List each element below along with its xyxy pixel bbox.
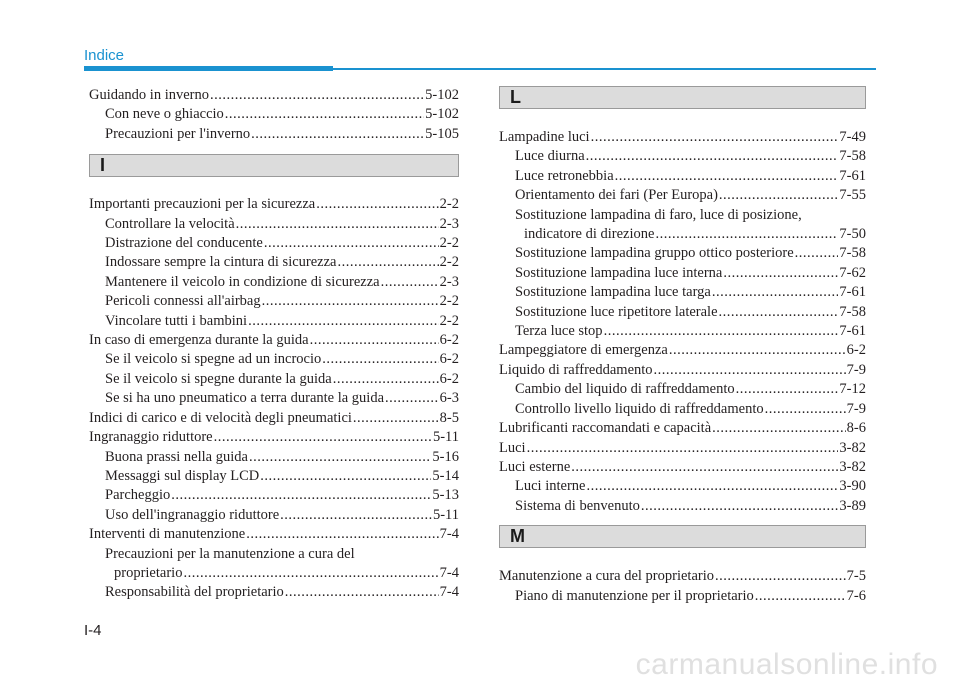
index-entry-page: 5-105 (425, 125, 459, 142)
dot-leader (260, 467, 431, 486)
dot-leader (586, 147, 839, 166)
index-entry-text: Se il veicolo si spegne durante la guida (105, 370, 332, 387)
index-entry-text: Responsabilità del proprietario (105, 584, 284, 601)
dot-leader (586, 477, 838, 496)
dot-leader (615, 167, 839, 186)
index-entry[interactable] (499, 128, 866, 147)
index-entry-text: Parcheggio (105, 487, 171, 504)
index-entry[interactable] (499, 587, 866, 606)
dot-leader (381, 273, 439, 292)
index-entry[interactable] (89, 389, 459, 408)
index-entry-page: 3-82 (839, 439, 866, 456)
dot-leader (214, 428, 432, 447)
page-header-title: Indice (84, 47, 125, 64)
index-entry-text: Sostituzione luce ripetitore laterale (515, 303, 718, 320)
index-entry[interactable] (89, 350, 459, 369)
dot-leader (251, 125, 424, 144)
section-letter-m: M (499, 525, 866, 548)
dot-leader (654, 361, 846, 380)
index-entry-text: Sostituzione lampadina gruppo ottico posteriore (515, 245, 794, 262)
index-entry-page: 7-9 (846, 400, 866, 417)
index-entry-text: Cambio del liquido di raffreddamento (515, 381, 735, 398)
dot-leader (719, 303, 839, 322)
index-entry-page: 7-6 (846, 587, 866, 604)
index-entry-page: 5-11 (432, 429, 459, 446)
dot-leader (755, 587, 846, 606)
index-entry-page: 5-16 (432, 448, 459, 465)
index-entry-page: 8-6 (846, 420, 866, 437)
index-entry-text: Manutenzione a cura del proprietario (499, 568, 714, 585)
index-entry-page: 6-2 (846, 342, 866, 359)
index-entry[interactable] (499, 186, 866, 205)
index-entry-page: 2-3 (439, 273, 459, 290)
dot-leader (736, 380, 839, 399)
index-entry-page: 2-2 (439, 312, 459, 329)
index-entry-page: 7-61 (839, 284, 866, 301)
index-entry-text: Interventi di manutenzione (89, 526, 246, 543)
section-letter-l: L (499, 86, 866, 109)
index-entry[interactable] (499, 439, 866, 458)
index-entry[interactable] (499, 361, 866, 380)
index-entry[interactable] (499, 167, 866, 186)
index-entry[interactable] (499, 264, 866, 283)
index-entry-wrapped-first-line[interactable]: Precauzioni per la manutenzione a cura del (105, 545, 355, 562)
dot-leader (236, 215, 439, 234)
index-entry-text: Controllo livello liquido di raffreddamento (515, 400, 764, 417)
index-entry-text: Se il veicolo si spegne ad un incrocio (105, 351, 322, 368)
index-entry-page: 5-11 (432, 506, 459, 523)
dot-leader (262, 292, 439, 311)
index-entry-page: 6-2 (439, 332, 459, 349)
index-entry[interactable] (89, 467, 459, 486)
page-number: I-4 (84, 622, 102, 639)
index-entry-page: 2-2 (439, 293, 459, 310)
index-entry-text: In caso di emergenza durante la guida (89, 332, 309, 349)
index-entry[interactable] (89, 105, 459, 124)
index-column-right (499, 86, 866, 606)
index-entry-page: 6-2 (439, 370, 459, 387)
index-entry-text: Lampeggiatore di emergenza (499, 342, 668, 359)
dot-leader (795, 244, 839, 263)
dot-leader (249, 448, 431, 467)
index-entry-page: 7-5 (846, 568, 866, 585)
dot-leader (171, 486, 431, 505)
section-letter-i: I (89, 154, 459, 177)
index-entry-text: Sostituzione lampadina luce targa (515, 284, 711, 301)
index-entry-text: Con neve o ghiaccio (105, 106, 224, 123)
index-entry-page: 2-2 (439, 196, 459, 213)
index-entry-text: Se si ha uno pneumatico a terra durante la guida (105, 390, 385, 407)
index-entry-page: 2-3 (439, 215, 459, 232)
header-accent-bar (84, 66, 333, 71)
dot-leader (338, 253, 439, 272)
index-entry-page: 7-58 (839, 303, 866, 320)
dot-leader (280, 506, 432, 525)
index-group-l-b (499, 244, 866, 516)
index-entry-page: 5-13 (432, 487, 459, 504)
index-entry-page: 7-61 (839, 323, 866, 340)
index-entry-text: Messaggi sul display LCD (105, 467, 260, 484)
index-entry[interactable] (89, 234, 459, 253)
index-entry-page: 3-90 (839, 478, 866, 495)
index-entry-page: 7-4 (439, 526, 459, 543)
index-entry-text: Pericoli connessi all'airbag (105, 293, 261, 310)
index-entry-page: 8-5 (439, 409, 459, 426)
index-entry-page: 7-58 (839, 245, 866, 262)
dot-leader (715, 567, 846, 586)
dot-leader (591, 128, 839, 147)
index-entry-page: 3-89 (839, 497, 866, 514)
index-entry-page: 7-12 (839, 381, 866, 398)
index-entry[interactable] (89, 195, 459, 214)
index-entry-text: Sistema di benvenuto (515, 497, 640, 514)
index-entry[interactable] (89, 86, 459, 105)
index-entry-page: 7-62 (839, 264, 866, 281)
index-entry[interactable] (499, 322, 866, 341)
dot-leader (655, 225, 838, 244)
index-entry[interactable] (89, 409, 459, 428)
index-entry-text: Mantenere il veicolo in condizione di sicurezza (105, 273, 380, 290)
index-entry-text: Importanti precauzioni per la sicurezza (89, 196, 316, 213)
dot-leader (246, 525, 438, 544)
index-group-m (499, 567, 866, 606)
index-entry[interactable] (89, 506, 459, 525)
index-entry-page: 3-82 (839, 458, 866, 475)
dot-leader (310, 331, 439, 350)
dot-leader (712, 419, 846, 438)
site-watermark: carmanualsonline.info (635, 648, 938, 681)
index-entry-wrapped-continuation[interactable] (499, 225, 866, 244)
dot-leader (248, 312, 439, 331)
dot-leader (604, 322, 839, 341)
dot-leader (333, 370, 439, 389)
index-entry[interactable] (499, 303, 866, 322)
index-group-i (89, 195, 459, 544)
index-entry-page: 7-61 (839, 167, 866, 184)
index-entry-page: 2-2 (439, 254, 459, 271)
index-entry-text: Indici di carico e di velocità degli pneumatici (89, 409, 352, 426)
dot-leader (723, 264, 838, 283)
dot-leader (765, 400, 846, 419)
index-entry-wrapped-continuation[interactable] (89, 564, 459, 583)
index-entry-text: Liquido di raffreddamento (499, 361, 653, 378)
index-entry-page: 5-102 (425, 106, 459, 123)
index-entry-page: 6-2 (439, 351, 459, 368)
dot-leader (712, 283, 839, 302)
index-entry[interactable] (499, 567, 866, 586)
index-entry[interactable] (499, 497, 866, 516)
index-entry[interactable] (499, 380, 866, 399)
dot-leader (669, 341, 846, 360)
dot-leader (225, 105, 424, 124)
index-entry-page: 7-50 (839, 226, 866, 243)
header-rule (333, 68, 876, 70)
index-entry[interactable] (89, 273, 459, 292)
dot-leader (353, 409, 439, 428)
index-entry-text: Controllare la velocità (105, 215, 235, 232)
index-entry[interactable] (499, 458, 866, 477)
index-group-top (89, 86, 459, 144)
index-entry-text: Precauzioni per l'inverno (105, 125, 251, 142)
index-entry-text: Buona prassi nella guida (105, 448, 248, 465)
index-entry-text: Lubrificanti raccomandati e capacità (499, 420, 712, 437)
index-entry[interactable] (89, 125, 459, 144)
index-entry[interactable] (89, 253, 459, 272)
index-entry-text: Indossare sempre la cintura di sicurezza (105, 254, 337, 271)
index-entry-page: 2-2 (439, 235, 459, 252)
index-entry-text: Uso dell'ingranaggio riduttore (105, 506, 280, 523)
index-entry-text: Lampadine luci (499, 129, 590, 145)
index-entry[interactable] (499, 419, 866, 438)
index-entry[interactable] (499, 341, 866, 360)
index-entry-wrapped-first-line[interactable]: Sostituzione lampadina di faro, luce di posizione, (515, 206, 802, 223)
dot-leader (210, 86, 424, 105)
index-entry-text: Ingranaggio riduttore (89, 429, 213, 446)
dot-leader (571, 458, 838, 477)
index-entry-text: Luce retronebbia (515, 167, 614, 184)
dot-leader (285, 583, 439, 602)
dot-leader (183, 564, 438, 583)
index-column-left (89, 86, 459, 603)
dot-leader (527, 439, 839, 458)
index-entry[interactable] (89, 428, 459, 447)
index-entry-text: Distrazione del conducente (105, 235, 263, 252)
dot-leader (641, 497, 839, 516)
dot-leader (322, 350, 438, 369)
index-entry-text: Luce diurna (515, 148, 585, 165)
dot-leader (264, 234, 439, 253)
index-entry[interactable] (89, 331, 459, 350)
index-entry-text: indicatore di direzione (524, 226, 655, 243)
index-entry-text: Sostituzione lampadina luce interna (515, 264, 723, 281)
index-entry-page: 7-49 (839, 129, 866, 145)
index-entry-text: Luci esterne (499, 458, 571, 475)
index-entry-page: 5-102 (425, 87, 459, 103)
index-entry-page: 7-9 (846, 361, 866, 378)
index-entry[interactable] (89, 370, 459, 389)
index-entry[interactable] (89, 583, 459, 602)
index-entry[interactable] (499, 244, 866, 263)
index-entry[interactable] (499, 283, 866, 302)
index-entry-text: proprietario (114, 564, 183, 581)
index-entry-text: Terza luce stop (515, 323, 603, 340)
index-entry-text: Guidando in inverno (89, 87, 210, 103)
index-entry[interactable] (89, 486, 459, 505)
index-entry-page: 5-14 (432, 467, 459, 484)
index-entry[interactable] (499, 477, 866, 496)
index-entry-page: 6-3 (439, 390, 459, 407)
index-entry-page: 7-4 (439, 584, 459, 601)
index-entry[interactable] (89, 448, 459, 467)
dot-leader (316, 195, 438, 214)
dot-leader (719, 186, 838, 205)
index-entry[interactable] (89, 312, 459, 331)
index-entry-page: 7-55 (839, 187, 866, 204)
index-entry[interactable] (89, 292, 459, 311)
index-entry[interactable] (499, 400, 866, 419)
index-entry-text: Piano di manutenzione per il proprietario (515, 587, 754, 604)
index-entry-text: Orientamento dei fari (Per Europa) (515, 187, 718, 204)
index-entry[interactable] (89, 215, 459, 234)
index-entry-page: 7-4 (439, 564, 459, 581)
dot-leader (385, 389, 439, 408)
index-entry[interactable] (89, 525, 459, 544)
index-entry-text: Luci interne (515, 478, 586, 495)
index-entry-text: Vincolare tutti i bambini (105, 312, 248, 329)
index-entry-text: Luci (499, 439, 526, 456)
index-entry-page: 7-58 (839, 148, 866, 165)
index-group-l-a (499, 128, 866, 206)
index-entry[interactable] (499, 147, 866, 166)
